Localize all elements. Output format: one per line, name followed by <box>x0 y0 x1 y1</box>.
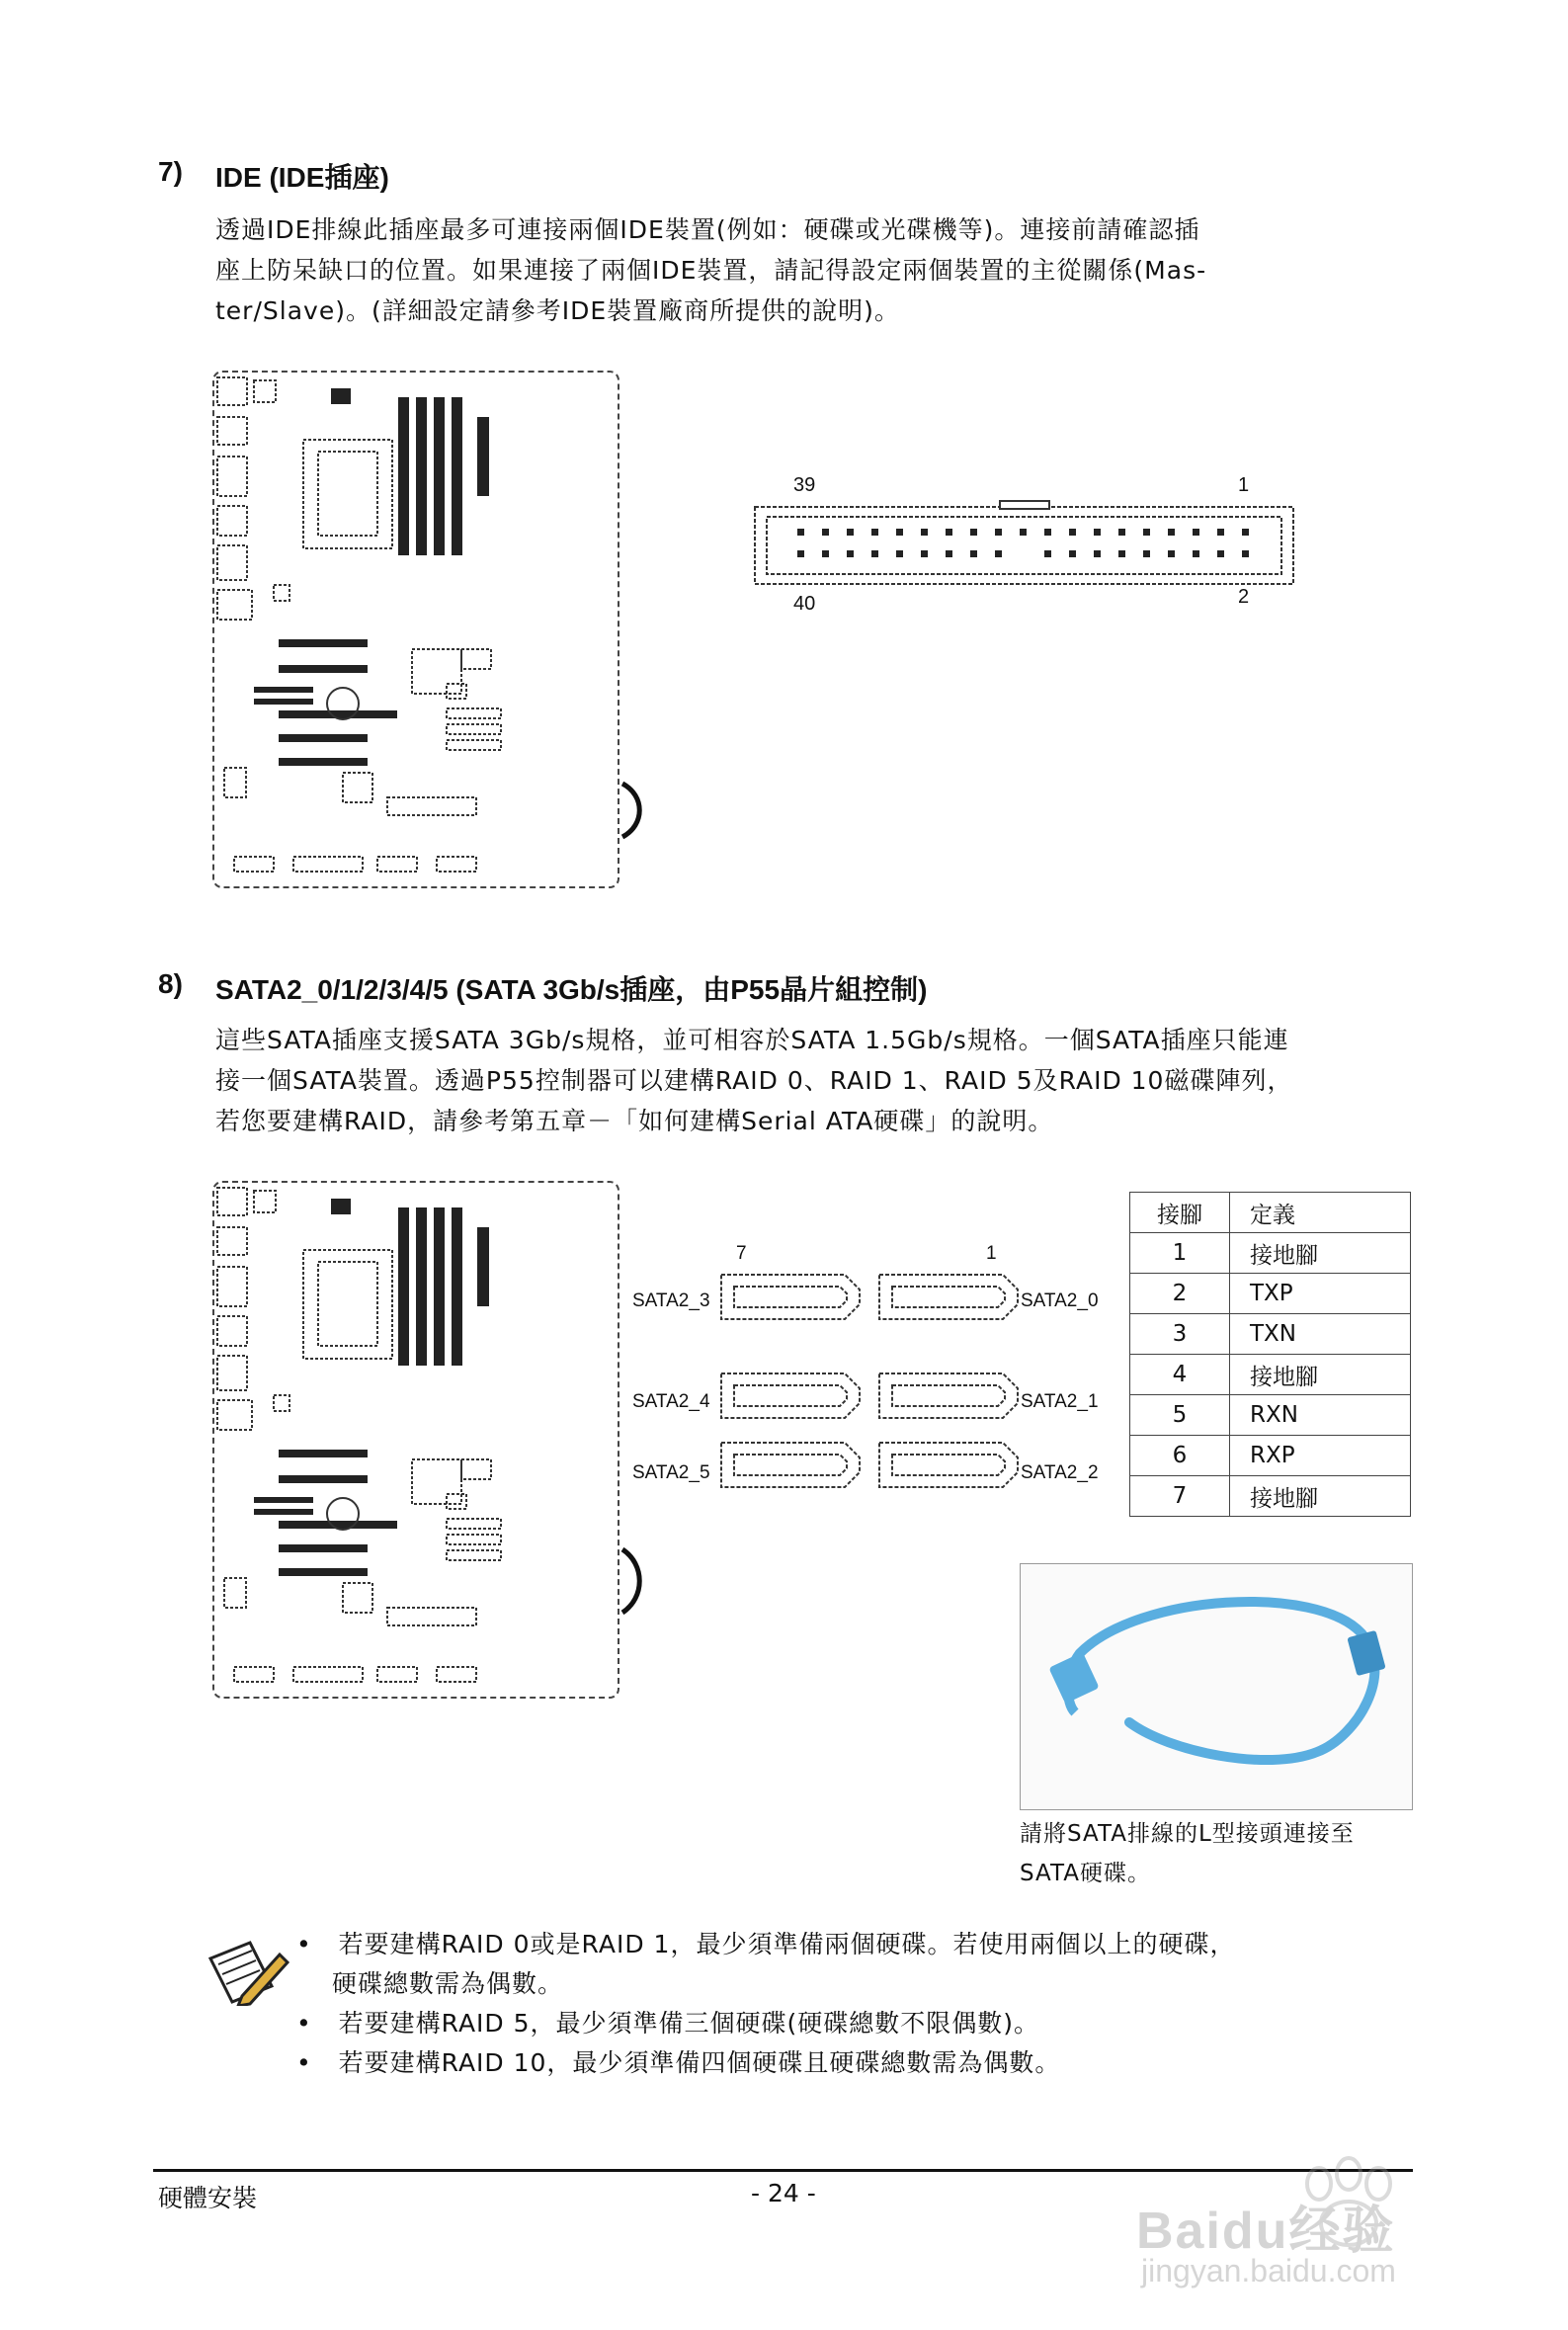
pin-number: 2 <box>1130 1274 1230 1314</box>
sata-pin-label: 1 <box>986 1243 997 1264</box>
sata-port-label: SATA2_1 <box>1021 1391 1099 1412</box>
ide-pin-label: 2 <box>1238 586 1250 608</box>
baidu-watermark <box>1126 2129 1482 2297</box>
motherboard-diagram <box>212 371 619 888</box>
sata-cable-photo <box>1020 1563 1413 1810</box>
watermark-brand: Baidu经验 <box>1136 2203 1396 2260</box>
pin-definition: 接地腳 <box>1230 1355 1411 1395</box>
notes-list <box>296 1925 1235 2083</box>
sata-port-label: SATA2_5 <box>632 1462 710 1483</box>
section8-line: 若您要建構RAID，請參考第五章－「如何建構Serial ATA硬碟」的說明。 <box>215 1107 1054 1135</box>
section7-number: 7) <box>158 156 183 187</box>
note-text: 若要建構RAID 5，最少須準備三個硬碟(硬碟總數不限偶數)。 <box>338 2009 1040 2038</box>
list-item: • 若要建構RAID 5，最少須準備三個硬碟(硬碟總數不限偶數)。 <box>296 2009 1040 2038</box>
pin-definition: 接地腳 <box>1230 1233 1411 1274</box>
note-text: 若要建構RAID 0或是RAID 1，最少須準備兩個硬碟。若使用兩個以上的硬碟， <box>338 1930 1236 1958</box>
pin-definition: TXN <box>1230 1314 1411 1355</box>
sata-pin-table <box>1129 1192 1411 1517</box>
motherboard-layout <box>214 1183 618 1697</box>
cable-caption-line: SATA硬碟。 <box>1020 1861 1151 1886</box>
section7-body <box>215 209 1206 331</box>
section7-line: ter/Slave)。(詳細設定請參考IDE裝置廠商所提供的說明)。 <box>215 296 900 325</box>
ide-pin-label: 1 <box>1238 474 1250 496</box>
pin-table-header: 接腳 <box>1130 1193 1230 1233</box>
note-text: 硬碟總數需為偶數。 <box>332 1969 564 1998</box>
table-row <box>1130 1476 1411 1517</box>
table-row <box>1130 1395 1411 1436</box>
section8-line: 這些SATA插座支援SATA 3Gb/s規格，並可相容於SATA 1.5Gb/s規格。一個SATA插座只能連 <box>215 1026 1289 1054</box>
ide-pin-label: 39 <box>793 474 816 496</box>
motherboard-diagram <box>212 1181 619 1699</box>
ide-header-diagram <box>753 499 1296 588</box>
pin-definition: RXP <box>1230 1436 1411 1476</box>
list-item: • 若要建構RAID 0或是RAID 1，最少須準備兩個硬碟。若使用兩個以上的硬碟， <box>296 1930 1236 1958</box>
pin-number: 3 <box>1130 1314 1230 1355</box>
sata-cable-image <box>1021 1564 1412 1809</box>
motherboard-layout <box>214 373 618 886</box>
sata-port-label: SATA2_2 <box>1021 1462 1099 1483</box>
table-row <box>1130 1233 1411 1274</box>
table-row <box>1130 1314 1411 1355</box>
pin-number: 6 <box>1130 1436 1230 1476</box>
ide-pin-label: 40 <box>793 593 816 615</box>
ide-connector-callout <box>618 781 647 840</box>
pin-number: 1 <box>1130 1233 1230 1274</box>
sata-port-label: SATA2_4 <box>632 1391 710 1412</box>
section7-title: IDE (IDE插座) <box>215 162 389 193</box>
cable-caption <box>1020 1814 1355 1893</box>
table-row <box>1130 1274 1411 1314</box>
section7-line: 座上防呆缺口的位置。如果連接了兩個IDE裝置，請記得設定兩個裝置的主從關係(Mas- <box>215 256 1207 285</box>
pin-definition: 接地腳 <box>1230 1476 1411 1517</box>
watermark-url: jingyan.baidu.com <box>1141 2253 1396 2288</box>
section7-line: 透過IDE排線此插座最多可連接兩個IDE裝置(例如：硬碟或光碟機等)。連接前請確認插 <box>215 215 1200 244</box>
section8-body <box>215 1020 1292 1141</box>
list-item <box>296 1964 1235 2004</box>
pin-definition: RXN <box>1230 1395 1411 1436</box>
table-row <box>1130 1436 1411 1476</box>
section8-title: SATA2_0/1/2/3/4/5 (SATA 3Gb/s插座，由P55晶片組控制) <box>215 974 928 1005</box>
note-pencil-icon <box>203 1937 289 2006</box>
sata-connector-callout <box>618 1546 647 1616</box>
pin-number: 5 <box>1130 1395 1230 1436</box>
section8-number: 8) <box>158 968 183 999</box>
pin-number: 4 <box>1130 1355 1230 1395</box>
sata-pin-label: 7 <box>736 1243 747 1264</box>
table-row <box>1130 1355 1411 1395</box>
sata-port-label: SATA2_3 <box>632 1290 710 1311</box>
pin-table-header: 定義 <box>1230 1193 1411 1233</box>
pin-definition: TXP <box>1230 1274 1411 1314</box>
section8-line: 接一個SATA裝置。透過P55控制器可以建構RAID 0、RAID 1、RAID 5及RAID 10磁碟陣列， <box>215 1066 1293 1095</box>
footer-section-name: 硬體安裝 <box>158 2184 258 2212</box>
page-number: - 24 - <box>751 2179 816 2207</box>
list-item: • 若要建構RAID 10，最少須準備四個硬碟且硬碟總數需為偶數。 <box>296 2048 1061 2077</box>
sata-connectors-diagram <box>716 1267 1023 1504</box>
cable-caption-line: 請將SATA排線的L型接頭連接至 <box>1020 1821 1355 1847</box>
pin-number: 7 <box>1130 1476 1230 1517</box>
sata-port-label: SATA2_0 <box>1021 1290 1099 1311</box>
note-text: 若要建構RAID 10，最少須準備四個硬碟且硬碟總數需為偶數。 <box>338 2048 1061 2077</box>
